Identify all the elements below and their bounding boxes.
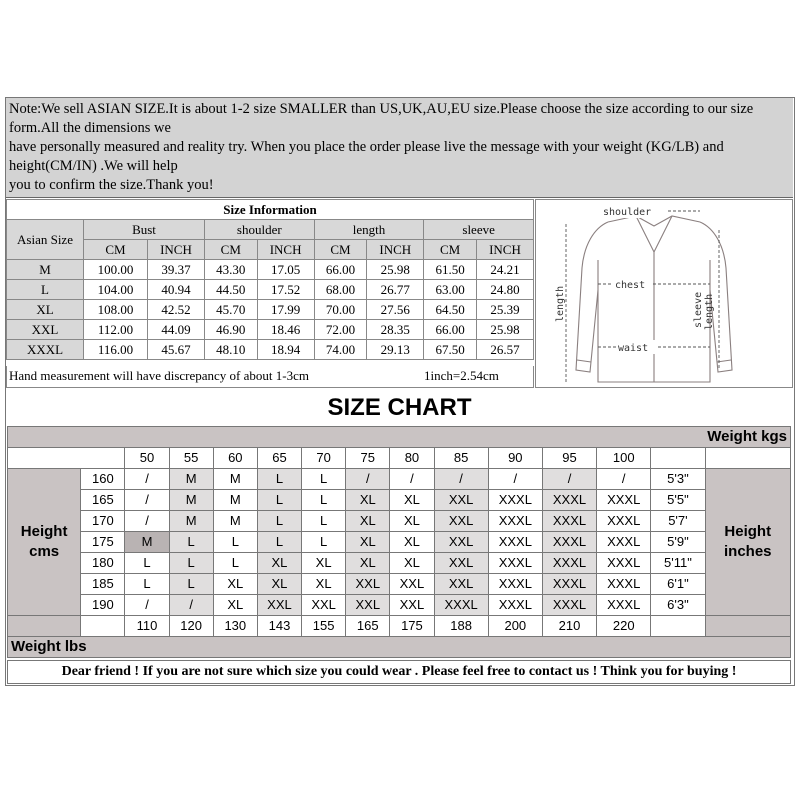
measurement-cell: 27.56 — [367, 300, 424, 320]
bust-header: Bust — [84, 220, 205, 240]
size-cell: M — [213, 469, 257, 490]
size-label: XXL — [7, 320, 84, 340]
measurement-cell: 28.35 — [367, 320, 424, 340]
blank-cell — [651, 448, 705, 469]
waist-label: waist — [618, 343, 649, 354]
height-inch-cell: 6'3" — [651, 595, 705, 616]
size-cell: M — [213, 511, 257, 532]
height-row — [8, 469, 791, 490]
size-cell: / — [125, 511, 169, 532]
height-inches-label — [705, 469, 790, 616]
weight-lb-cell: 220 — [597, 616, 651, 637]
weight-kg-header: 65 — [257, 448, 301, 469]
height-cm-cell: 185 — [81, 574, 125, 595]
size-cell: XXXL — [597, 490, 651, 511]
weight-kg-header: 70 — [302, 448, 346, 469]
size-cell: L — [302, 490, 346, 511]
size-cell: XXXL — [597, 553, 651, 574]
blank-cell — [705, 448, 790, 469]
measurement-cell: 43.30 — [204, 260, 257, 280]
size-cell: XXL — [390, 595, 434, 616]
size-chart-title: SIZE CHART — [327, 394, 472, 421]
length-header: length — [314, 220, 424, 240]
size-note — [6, 98, 793, 198]
weight-lbs-label: Weight lbs — [8, 637, 791, 658]
size-cell: XXL — [434, 574, 488, 595]
size-cell: XXL — [434, 553, 488, 574]
size-cell: L — [169, 532, 213, 553]
size-row — [7, 320, 534, 340]
measurement-cell: 29.13 — [367, 340, 424, 360]
size-cell: L — [257, 532, 301, 553]
size-cell: L — [257, 490, 301, 511]
inch-conversion-note: 1inch=2.54cm — [424, 368, 499, 383]
height-label: Height — [724, 523, 772, 540]
corner-cell — [8, 448, 125, 469]
weight-kg-header: 50 — [125, 448, 169, 469]
size-cell: XXXL — [597, 574, 651, 595]
weight-kg-header: 100 — [597, 448, 651, 469]
weight-lb-cell: 110 — [125, 616, 169, 637]
measurement-cell: 116.00 — [84, 340, 148, 360]
measurement-cell: 46.90 — [204, 320, 257, 340]
size-cell: XL — [346, 532, 390, 553]
sleeve-label: sleeve — [693, 291, 704, 328]
blank-cell — [81, 616, 125, 637]
measurement-note — [6, 366, 534, 388]
note-line: height(CM/IN) .We will help — [9, 158, 178, 174]
size-cell: XL — [346, 490, 390, 511]
size-cell: XXL — [257, 595, 301, 616]
size-cell: XXXL — [597, 511, 651, 532]
size-cell: / — [125, 490, 169, 511]
measurement-cell: 25.98 — [367, 260, 424, 280]
height-label: Height — [20, 523, 68, 540]
weight-kgs-label: Weight kgs — [8, 427, 791, 448]
size-cell: XL — [346, 553, 390, 574]
size-cell: L — [302, 511, 346, 532]
height-row — [8, 553, 791, 574]
weight-lb-cell: 165 — [346, 616, 390, 637]
measurement-cell: 18.94 — [257, 340, 314, 360]
size-information-table — [6, 199, 534, 360]
measurement-cell: 25.39 — [476, 300, 533, 320]
weight-kg-header: 60 — [213, 448, 257, 469]
measurement-cell: 48.10 — [204, 340, 257, 360]
size-cell: XXXL — [542, 532, 596, 553]
measurement-cell: 26.57 — [476, 340, 533, 360]
measurement-cell: 74.00 — [314, 340, 367, 360]
contact-message: Dear friend ! If you are not sure which size you could wear . Please feel free to contact us ! Think you for buying ! — [7, 660, 791, 684]
weight-lb-cell: 155 — [302, 616, 346, 637]
size-cell: / — [542, 469, 596, 490]
asian-size-header: Asian Size — [7, 220, 84, 260]
measurement-cell: 39.37 — [147, 260, 204, 280]
measurement-cell: 64.50 — [424, 300, 477, 320]
weight-kg-header: 80 — [390, 448, 434, 469]
unit-header: CM — [204, 240, 257, 260]
size-cell: L — [125, 574, 169, 595]
unit-header: CM — [314, 240, 367, 260]
size-cell: L — [213, 532, 257, 553]
size-cell: XL — [302, 553, 346, 574]
weight-kg-header: 85 — [434, 448, 488, 469]
measurement-cell: 25.98 — [476, 320, 533, 340]
size-cell: / — [346, 469, 390, 490]
size-cell: XXL — [390, 574, 434, 595]
size-cell: XL — [390, 553, 434, 574]
size-cell: / — [125, 595, 169, 616]
size-cell: XXL — [434, 490, 488, 511]
size-cell: / — [169, 595, 213, 616]
weight-lb-cell: 210 — [542, 616, 596, 637]
size-label: XL — [7, 300, 84, 320]
weight-kg-header: 75 — [346, 448, 390, 469]
height-cm-cell: 160 — [81, 469, 125, 490]
size-cell: XXXL — [542, 553, 596, 574]
size-cell: / — [597, 469, 651, 490]
height-row — [8, 532, 791, 553]
size-row — [7, 280, 534, 300]
blank-cell — [651, 616, 705, 637]
size-cell: XXL — [434, 511, 488, 532]
measurement-cell: 67.50 — [424, 340, 477, 360]
hand-measurement-note: Hand measurement will have discrepancy of about 1-3cm — [9, 368, 309, 383]
size-cell: XXXL — [488, 574, 542, 595]
length-label: length — [555, 285, 566, 322]
measurement-cell: 100.00 — [84, 260, 148, 280]
shirt-diagram — [535, 199, 793, 388]
measurement-cell: 26.77 — [367, 280, 424, 300]
size-cell: M — [169, 469, 213, 490]
measurement-cell: 17.52 — [257, 280, 314, 300]
note-line: you to confirm the size.Thank you! — [9, 177, 214, 193]
weight-lb-cell: 200 — [488, 616, 542, 637]
weight-lb-cell: 188 — [434, 616, 488, 637]
size-cell: L — [169, 553, 213, 574]
measurement-cell: 17.05 — [257, 260, 314, 280]
sleeve-header: sleeve — [424, 220, 534, 240]
measurement-cell: 70.00 — [314, 300, 367, 320]
height-row — [8, 490, 791, 511]
size-cell: XL — [257, 553, 301, 574]
unit-header: CM — [84, 240, 148, 260]
cms-label: cms — [29, 543, 60, 560]
note-line: form.All the dimensions we — [9, 120, 171, 136]
size-cell: L — [302, 469, 346, 490]
size-cell: XXL — [434, 532, 488, 553]
height-inch-cell: 5'5" — [651, 490, 705, 511]
height-inch-cell: 6'1" — [651, 574, 705, 595]
size-chart-table — [7, 426, 791, 658]
size-cell: XXXL — [542, 490, 596, 511]
size-cell: L — [169, 574, 213, 595]
unit-header: INCH — [147, 240, 204, 260]
size-cell: XXXL — [597, 532, 651, 553]
size-cell: XL — [390, 511, 434, 532]
size-cell: XXXL — [434, 595, 488, 616]
height-cm-cell: 180 — [81, 553, 125, 574]
size-cell: XXXL — [488, 595, 542, 616]
height-row — [8, 595, 791, 616]
measurement-cell: 17.99 — [257, 300, 314, 320]
size-cell: / — [125, 469, 169, 490]
size-cell: / — [390, 469, 434, 490]
height-cm-cell: 170 — [81, 511, 125, 532]
size-cell: XXXL — [542, 595, 596, 616]
measurement-cell: 42.52 — [147, 300, 204, 320]
weight-kg-header: 55 — [169, 448, 213, 469]
height-cm-cell: 190 — [81, 595, 125, 616]
weight-lb-cell: 120 — [169, 616, 213, 637]
size-cell: L — [125, 553, 169, 574]
measurement-cell: 44.09 — [147, 320, 204, 340]
size-cell: XXXL — [542, 574, 596, 595]
size-label: M — [7, 260, 84, 280]
unit-header: INCH — [257, 240, 314, 260]
inches-label: inches — [724, 543, 772, 560]
blank-cell — [8, 616, 81, 637]
size-row — [7, 300, 534, 320]
height-row — [8, 511, 791, 532]
measurement-cell: 72.00 — [314, 320, 367, 340]
size-cell: L — [213, 553, 257, 574]
size-cell: XXXL — [597, 595, 651, 616]
measurement-cell: 45.70 — [204, 300, 257, 320]
size-row — [7, 340, 534, 360]
measurement-cell: 61.50 — [424, 260, 477, 280]
weight-lb-cell: 143 — [257, 616, 301, 637]
size-cell: XL — [302, 574, 346, 595]
size-cell: / — [434, 469, 488, 490]
height-inch-cell: 5'3" — [651, 469, 705, 490]
height-cms-label — [8, 469, 81, 616]
height-inch-cell: 5'11" — [651, 553, 705, 574]
size-cell: M — [125, 532, 169, 553]
size-cell: / — [488, 469, 542, 490]
sleeve-length-label: length — [704, 293, 715, 330]
size-cell: XXL — [346, 595, 390, 616]
unit-header: INCH — [367, 240, 424, 260]
size-label: XXXL — [7, 340, 84, 360]
size-cell: XL — [390, 532, 434, 553]
size-cell: XL — [257, 574, 301, 595]
size-cell: XXXL — [488, 490, 542, 511]
size-cell: XL — [213, 595, 257, 616]
size-cell: XXXL — [542, 511, 596, 532]
weight-kg-header: 90 — [488, 448, 542, 469]
size-information-title: Size Information — [7, 200, 534, 220]
height-inch-cell: 5'7' — [651, 511, 705, 532]
weight-kg-header: 95 — [542, 448, 596, 469]
size-cell: XXXL — [488, 553, 542, 574]
measurement-cell: 18.46 — [257, 320, 314, 340]
measurement-cell: 108.00 — [84, 300, 148, 320]
size-cell: XL — [390, 490, 434, 511]
shoulder-header: shoulder — [204, 220, 314, 240]
measurement-cell: 24.80 — [476, 280, 533, 300]
unit-header: CM — [424, 240, 477, 260]
shirt-measurement-diagram — [536, 200, 792, 387]
size-cell: XXXL — [488, 511, 542, 532]
measurement-cell: 66.00 — [424, 320, 477, 340]
size-cell: L — [257, 511, 301, 532]
size-cell: L — [302, 532, 346, 553]
blank-cell — [705, 616, 790, 637]
size-cell: M — [169, 511, 213, 532]
measurement-cell: 44.50 — [204, 280, 257, 300]
size-cell: M — [213, 490, 257, 511]
measurement-cell: 68.00 — [314, 280, 367, 300]
height-cm-cell: 165 — [81, 490, 125, 511]
size-cell: L — [257, 469, 301, 490]
measurement-cell: 66.00 — [314, 260, 367, 280]
size-row — [7, 260, 534, 280]
size-cell: XL — [346, 511, 390, 532]
size-cell: M — [169, 490, 213, 511]
note-line: have personally measured and reality try. When you place the order please live the message with your weight (KG/LB) and — [9, 139, 724, 155]
height-inch-cell: 5'9" — [651, 532, 705, 553]
weight-lb-cell: 175 — [390, 616, 434, 637]
size-cell: XXXL — [488, 532, 542, 553]
measurement-cell: 45.67 — [147, 340, 204, 360]
measurement-cell: 104.00 — [84, 280, 148, 300]
measurement-cell: 24.21 — [476, 260, 533, 280]
shoulder-label: shoulder — [603, 207, 652, 218]
measurement-cell: 112.00 — [84, 320, 148, 340]
size-cell: XXL — [346, 574, 390, 595]
height-cm-cell: 175 — [81, 532, 125, 553]
size-label: L — [7, 280, 84, 300]
measurement-cell: 40.94 — [147, 280, 204, 300]
weight-lb-cell: 130 — [213, 616, 257, 637]
measurement-cell: 63.00 — [424, 280, 477, 300]
note-line: Note:We sell ASIAN SIZE.It is about 1-2 size SMALLER than US,UK,AU,EU size.Please choose the size according to our size — [9, 101, 754, 117]
chest-label: chest — [615, 280, 646, 291]
size-cell: XXL — [302, 595, 346, 616]
unit-header: INCH — [476, 240, 533, 260]
size-cell: XL — [213, 574, 257, 595]
height-row — [8, 574, 791, 595]
